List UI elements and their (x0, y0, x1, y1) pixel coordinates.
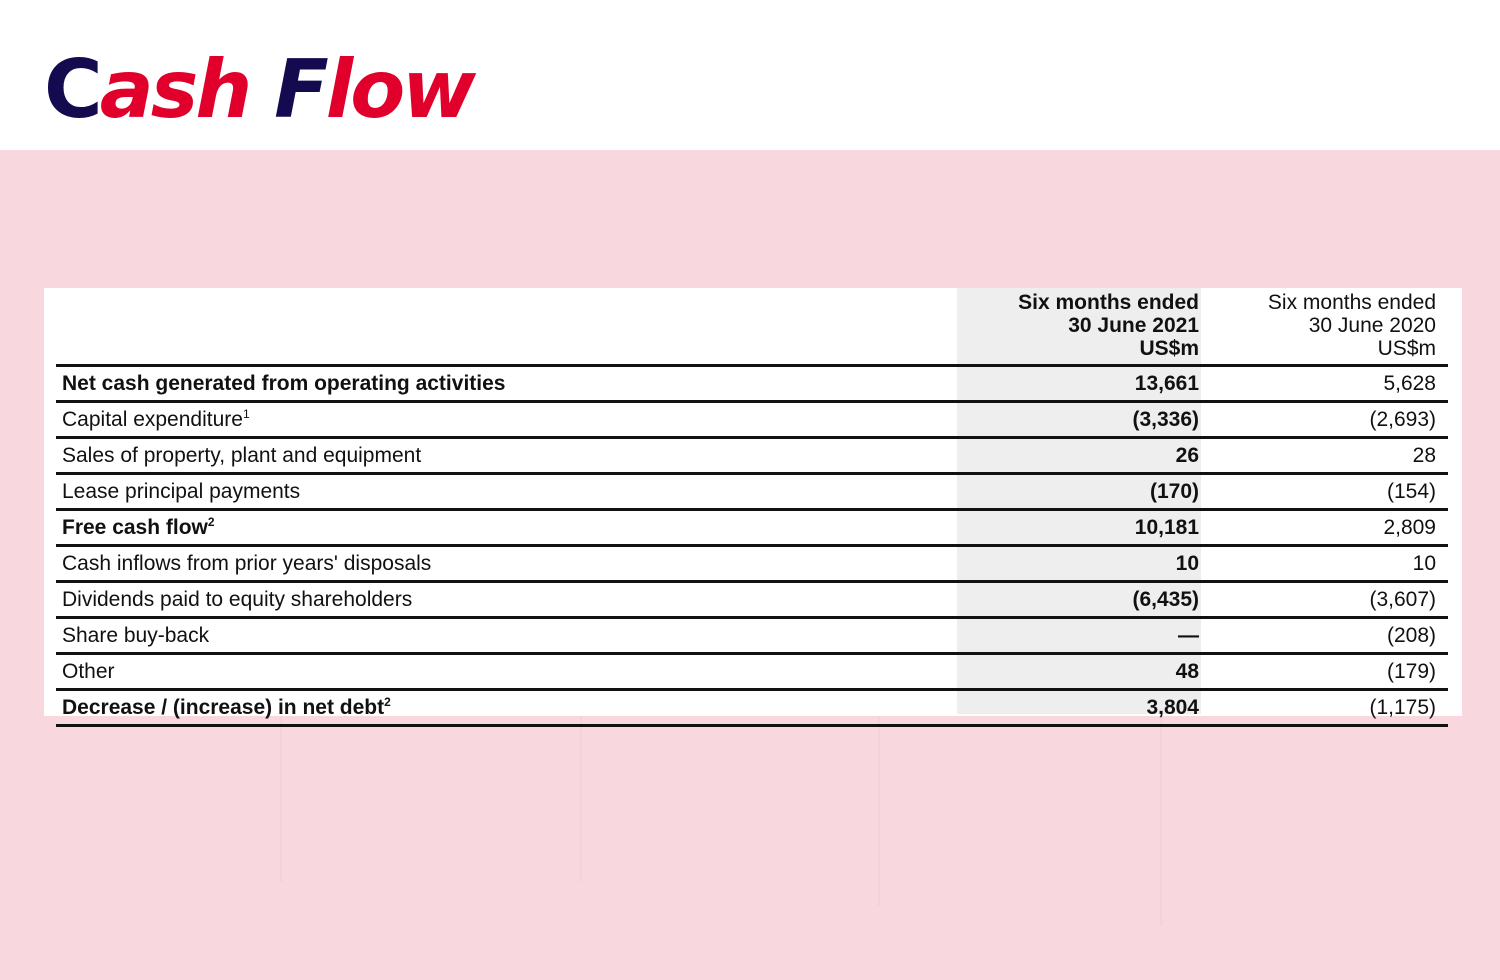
footnote-marker: 1 (242, 407, 250, 421)
header-line: Six months ended (1018, 291, 1199, 314)
divider-line (878, 716, 880, 906)
table-row (56, 690, 1448, 726)
value-h1-2021: 48 (956, 654, 1199, 690)
footnote-marker: 2 (207, 515, 215, 529)
header-line: 30 June 2021 (1068, 314, 1199, 337)
title-part-low: low (325, 43, 474, 136)
value-h1-2020: (179) (1199, 654, 1448, 690)
divider-line (280, 716, 282, 882)
table-row (56, 366, 1448, 402)
page-title (44, 44, 473, 136)
cash-flow-table (56, 288, 1448, 727)
title-part-f: F (249, 43, 326, 136)
title-part-c: C (44, 43, 100, 136)
row-label-text: Cash inflows from prior years' disposals (62, 552, 432, 575)
row-label-text: Sales of property, plant and equipment (62, 444, 422, 467)
row-label (56, 402, 956, 438)
table-row (56, 474, 1448, 510)
header-line: US$m (1139, 337, 1199, 360)
row-label-text: Dividends paid to equity shareholders (62, 588, 413, 611)
row-label-text: Lease principal payments (62, 480, 301, 503)
value-h1-2020: (208) (1199, 618, 1448, 654)
value-h1-2020: (154) (1199, 474, 1448, 510)
header-line: US$m (1377, 337, 1436, 360)
row-label-text: Net cash generated from operating activities (62, 372, 506, 395)
divider-line (580, 716, 582, 882)
value-h1-2020: 10 (1199, 546, 1448, 582)
row-label (56, 654, 956, 690)
table-row (56, 546, 1448, 582)
row-label-text: Free cash flow (62, 516, 208, 539)
table-row (56, 582, 1448, 618)
value-h1-2021: — (956, 618, 1199, 654)
value-h1-2021: 10 (956, 546, 1199, 582)
value-h1-2021: (6,435) (956, 582, 1199, 618)
header-h1-2020 (1199, 288, 1448, 366)
row-label-text: Decrease / (increase) in net debt (62, 696, 385, 719)
value-h1-2020: (3,607) (1199, 582, 1448, 618)
row-label (56, 618, 956, 654)
row-label-text: Other (62, 660, 115, 683)
row-label (56, 546, 956, 582)
value-h1-2020: 5,628 (1199, 366, 1448, 402)
row-label (56, 582, 956, 618)
header-line: 30 June 2020 (1308, 314, 1436, 337)
title-part-ash: ash (99, 43, 250, 136)
table-row (56, 654, 1448, 690)
table-row (56, 438, 1448, 474)
table-row (56, 618, 1448, 654)
value-h1-2021: (170) (956, 474, 1199, 510)
row-label (56, 510, 956, 546)
table-row (56, 402, 1448, 438)
header-label-col (56, 288, 956, 366)
footnote-marker: 2 (384, 695, 391, 709)
value-h1-2020: (2,693) (1199, 402, 1448, 438)
cash-flow-table-card (44, 288, 1462, 719)
row-label-text: Share buy-back (62, 624, 210, 647)
value-h1-2021: 26 (956, 438, 1199, 474)
value-h1-2020: 2,809 (1199, 510, 1448, 546)
row-label (56, 474, 956, 510)
header-h1-2021 (956, 288, 1199, 366)
header-line: Six months ended (1267, 291, 1436, 314)
value-h1-2020: (1,175) (1199, 690, 1448, 726)
row-label (56, 438, 956, 474)
value-h1-2021: 3,804 (956, 690, 1199, 726)
value-h1-2021: 10,181 (956, 510, 1199, 546)
row-label (56, 366, 956, 402)
table-row (56, 510, 1448, 546)
row-label-text: Capital expenditure (62, 408, 243, 431)
title-bar (0, 0, 1500, 150)
table-header-row (56, 288, 1448, 366)
divider-line (1160, 716, 1162, 926)
row-label (56, 690, 956, 726)
value-h1-2021: 13,661 (956, 366, 1199, 402)
value-h1-2021: (3,336) (956, 402, 1199, 438)
value-h1-2020: 28 (1199, 438, 1448, 474)
